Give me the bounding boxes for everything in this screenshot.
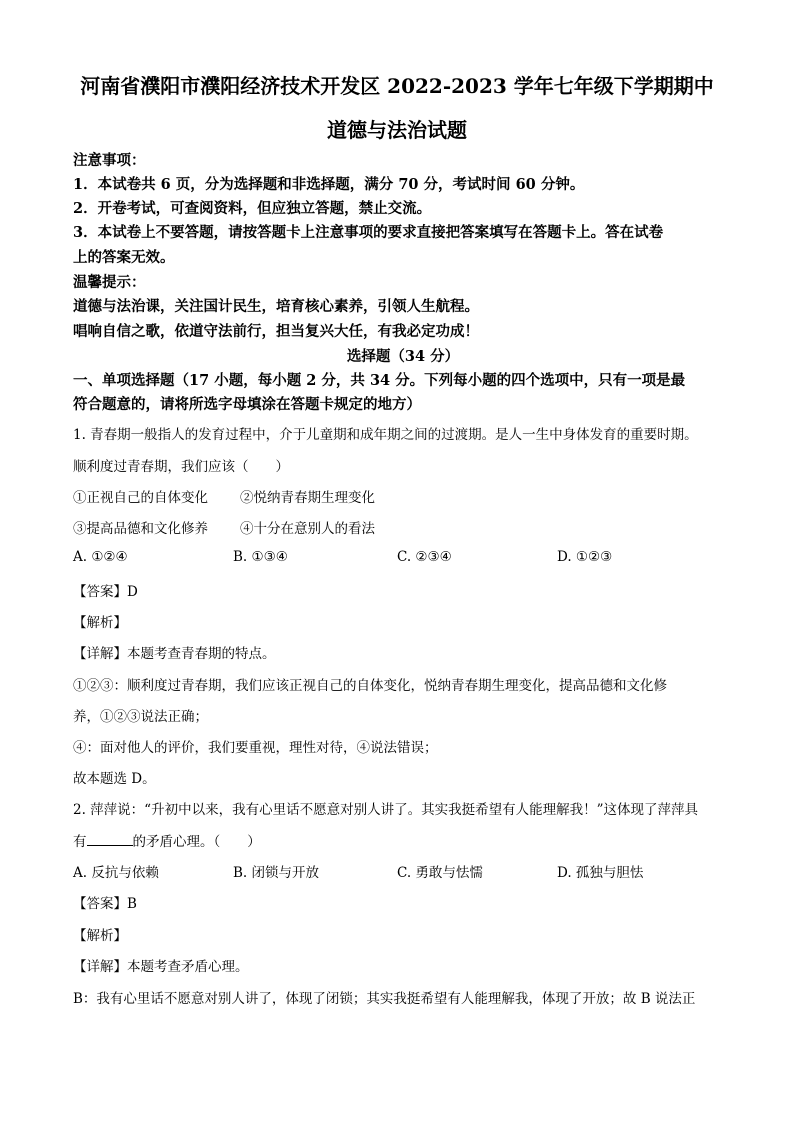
q1-option-d: D. ①②③ xyxy=(557,549,613,565)
section-desc-a: 一、单项选择题（17 小题，每小题 2 分，共 34 分。下列每小题的四个选项中，只有一项是最 xyxy=(73,372,686,389)
q2-stem-a: 2. 萍萍说：“升初中以来，我有心里话不愿意对别人讲了。其实我挺希望有人能理解我！”这体现了萍萍具 xyxy=(73,802,698,818)
q1-analysis-label: 【解析】 xyxy=(73,615,127,631)
q2-detail: 【详解】本题考查矛盾心理。 xyxy=(73,959,249,975)
notice-heading: 注意事项： xyxy=(73,152,146,169)
q2-explanation-1: B：我有心里话不愿意对别人讲了，体现了闭锁；其实我挺希望有人能理解我，体现了开放；故 B 说法正 xyxy=(73,991,696,1007)
q2-option-c: C. 勇敢与怯懦 xyxy=(397,865,483,881)
q1-statement-1: ①正视自己的自体变化 xyxy=(73,490,208,506)
section-desc-b: 符合题意的，请将所选字母填涂在答题卡规定的地方） xyxy=(73,396,421,413)
notice-item-3b: 上的答案无效。 xyxy=(73,249,175,266)
q2-option-a: A. 反抗与依赖 xyxy=(73,865,159,881)
tips-line-1: 道德与法治课，关注国计民生，培育核心素养，引领人生航程。 xyxy=(73,298,479,315)
notice-item-2: 2．开卷考试，可查阅资料，但应独立答题，禁止交流。 xyxy=(73,200,432,217)
q2-answer: 【答案】B xyxy=(73,896,137,912)
q2-option-d: D. 孤独与胆怯 xyxy=(557,865,644,881)
q1-stem-b: 顺利度过青春期，我们应该（ ） xyxy=(73,459,289,475)
q1-detail: 【详解】本题考查青春期的特点。 xyxy=(73,646,276,662)
q1-option-b: B. ①③④ xyxy=(233,549,288,565)
notice-item-1: 1．本试卷共 6 页，分为选择题和非选择题，满分 70 分，考试时间 60 分钟。 xyxy=(73,176,585,193)
q2-stem-b-suffix: 的矛盾心理。（ ） xyxy=(132,834,261,850)
q1-conclusion: 故本题选 D。 xyxy=(73,771,156,787)
q2-stem-b xyxy=(73,830,733,850)
q1-answer: 【答案】D xyxy=(73,584,138,600)
q2-stem-b-prefix: 有 xyxy=(73,834,87,850)
q1-statement-3: ③提高品德和文化修养 xyxy=(73,521,208,537)
q1-explanation-1b: 养，①②③说法正确； xyxy=(73,709,208,725)
q1-statement-2: ②悦纳青春期生理变化 xyxy=(240,490,375,506)
q2-fill-blank xyxy=(87,833,133,846)
tips-heading: 温馨提示： xyxy=(73,274,146,291)
exam-title-line1: 河南省濮阳市濮阳经济技术开发区 2022-2023 学年七年级下学期期中 xyxy=(80,74,714,98)
q1-explanation-1a: ①②③：顺利度过青春期，我们应该正视自己的自体变化，悦纳青春期生理变化，提高品德和文化修 xyxy=(73,678,667,694)
q1-option-a: A. ①②④ xyxy=(73,549,128,565)
notice-item-3a: 3．本试卷上不要答题，请按答题卡上注意事项的要求直接把答案填写在答题卡上。答在试卷 xyxy=(73,224,664,241)
exam-title-line2: 道德与法治试题 xyxy=(327,118,467,142)
q1-option-c: C. ②③④ xyxy=(397,549,452,565)
q2-analysis-label: 【解析】 xyxy=(73,928,127,944)
q1-explanation-2: ④：面对他人的评价，我们要重视，理性对待，④说法错误； xyxy=(73,740,438,756)
tips-line-2: 唱响自信之歌，依道守法前行，担当复兴大任，有我必定功成！ xyxy=(73,323,479,340)
q1-stem-a: 1. 青春期一般指人的发育过程中，介于儿童期和成年期之间的过渡期。是人一生中身体发育的重要时期。 xyxy=(73,427,698,443)
q2-option-b: B. 闭锁与开放 xyxy=(233,865,320,881)
q1-statement-4: ④十分在意别人的看法 xyxy=(240,521,375,537)
section-title: 选择题（34 分） xyxy=(346,348,460,365)
